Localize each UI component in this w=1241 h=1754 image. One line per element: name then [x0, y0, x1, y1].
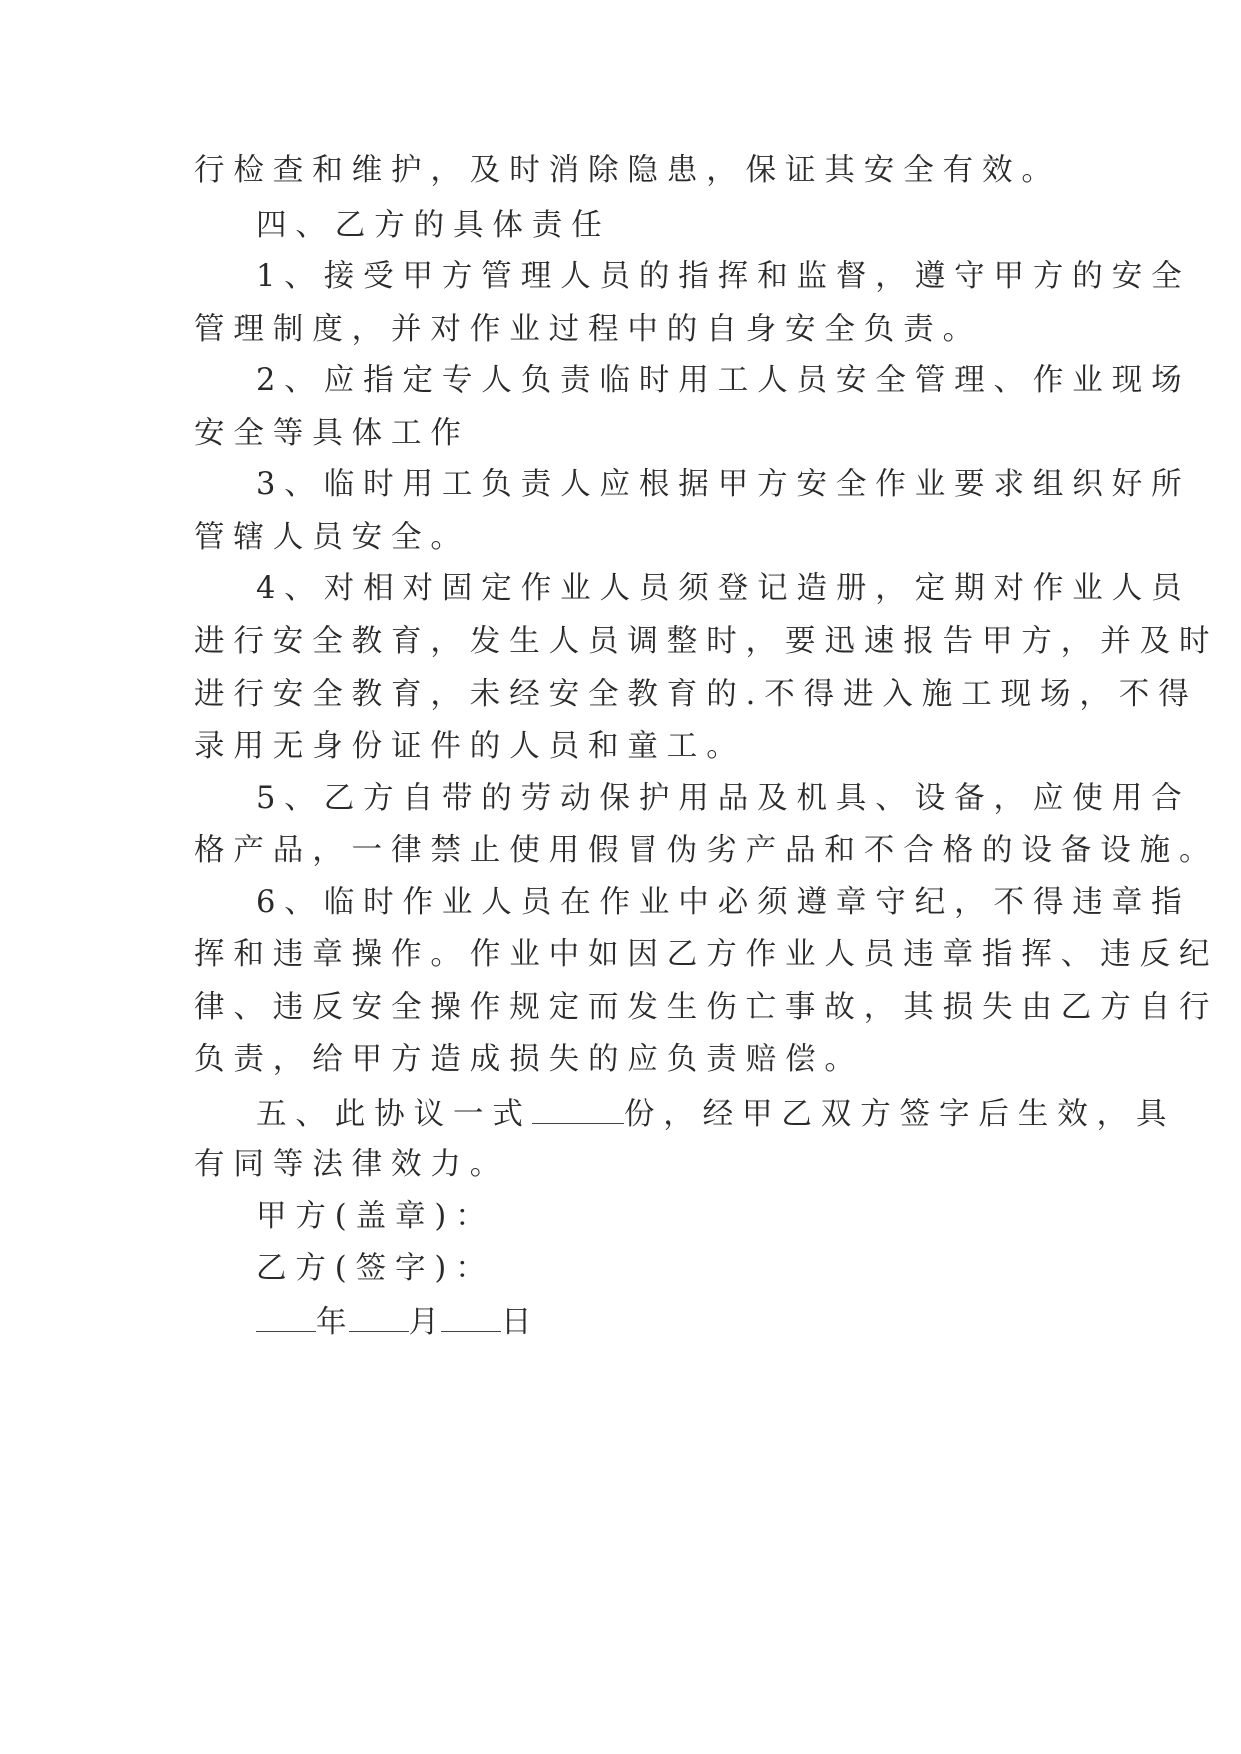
paragraph-line: 5、乙方自带的劳动保护用品及机具、设备，应使用合	[256, 781, 1191, 816]
paragraph-line: 录用无身份证件的人员和童工。	[194, 729, 746, 764]
day-blank	[441, 1301, 501, 1332]
day-label: 日	[501, 1305, 534, 1340]
paragraph-line: 6、临时作业人员在作业中必须遵章守纪，不得违章指	[256, 885, 1191, 920]
paragraph-line: 格产品，一律禁止使用假冒伪劣产品和不合格的设备设施。	[194, 833, 1219, 868]
copies-blank	[532, 1093, 624, 1124]
paragraph-line: 4、对相对固定作业人员须登记造册，定期对作业人员	[256, 571, 1191, 606]
paragraph-line: 管辖人员安全。	[194, 520, 470, 555]
paragraph-line: 1、接受甲方管理人员的指挥和监督，遵守甲方的安全	[256, 259, 1191, 294]
paragraph-line: 挥和违章操作。作业中如因乙方作业人员违章指挥、违反纪	[194, 937, 1219, 972]
date-line	[256, 1301, 534, 1341]
year-blank	[256, 1301, 316, 1332]
paragraph-line: 负责，给甲方造成损失的应负责赔偿。	[194, 1042, 864, 1077]
clause-five-prefix: 五、此协议一式	[256, 1097, 532, 1132]
paragraph-line: 行检查和维护，及时消除隐患，保证其安全有效。	[194, 153, 1061, 188]
paragraph-line: 2、应指定专人负责临时用工人员安全管理、作业现场	[256, 363, 1191, 398]
paragraph-line: 有同等法律效力。	[194, 1147, 510, 1182]
paragraph-line: 管理制度，并对作业过程中的自身安全负责。	[194, 312, 982, 347]
month-blank	[349, 1301, 409, 1332]
paragraph-line: 进行安全教育，发生人员调整时，要迅速报告甲方，并及时	[194, 624, 1219, 659]
paragraph-line: 3、临时用工负责人应根据甲方安全作业要求组织好所	[256, 467, 1191, 502]
paragraph-line: 安全等具体工作	[194, 416, 470, 451]
clause-five-line	[256, 1093, 1175, 1133]
paragraph-line: 进行安全教育，未经安全教育的.不得进入施工现场，不得	[194, 677, 1198, 712]
year-label: 年	[316, 1305, 349, 1340]
month-label: 月	[408, 1305, 441, 1340]
clause-five-suffix: 份，经甲乙双方签字后生效，具	[623, 1097, 1176, 1132]
section-heading: 四、乙方的具体责任	[256, 208, 611, 243]
party-b-signature-line: 乙方(签字)：	[256, 1251, 495, 1286]
party-a-signature-line: 甲方(盖章)：	[256, 1199, 495, 1234]
paragraph-line: 律、违反安全操作规定而发生伤亡事故，其损失由乙方自行	[194, 990, 1219, 1025]
